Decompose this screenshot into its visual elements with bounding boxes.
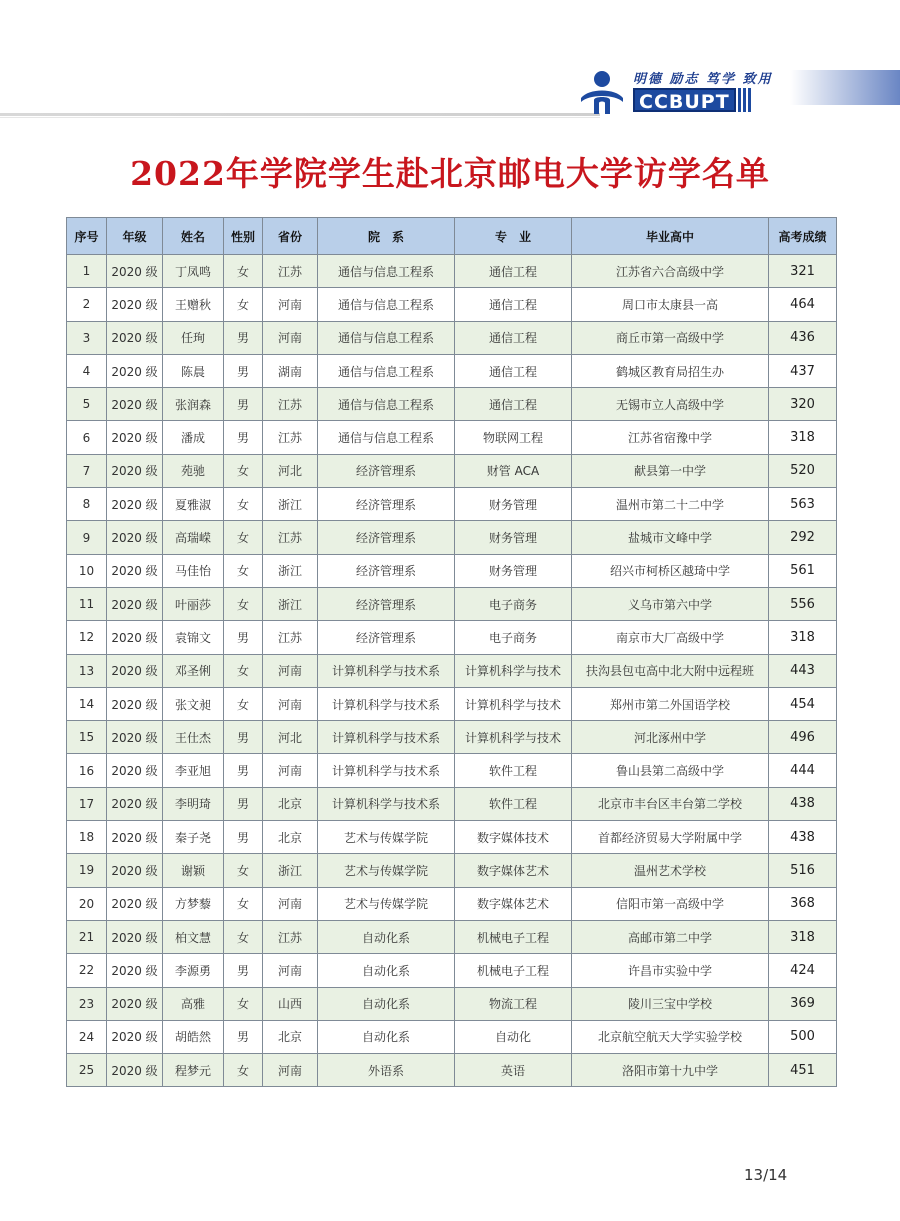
index-cell: 22 — [67, 954, 107, 987]
grade-cell: 2020 级 — [107, 687, 163, 720]
grade-cell: 2020 级 — [107, 587, 163, 620]
grade-cell: 2020 级 — [107, 388, 163, 421]
index-cell: 21 — [67, 920, 107, 953]
index-cell: 13 — [67, 654, 107, 687]
school-motto: 明德 励志 笃学 致用 — [633, 72, 773, 87]
table-row — [67, 654, 837, 687]
high-school-cell: 献县第一中学 — [572, 454, 769, 487]
score-cell: 561 — [769, 554, 837, 587]
index-cell: 23 — [67, 987, 107, 1020]
table-row — [67, 388, 837, 421]
major-cell: 财管 ACA — [455, 454, 572, 487]
gender-cell: 男 — [224, 721, 263, 754]
table-row — [67, 920, 837, 953]
province-cell: 湖南 — [263, 354, 318, 387]
column-header: 年级 — [107, 218, 163, 255]
province-cell: 河南 — [263, 954, 318, 987]
name-cell: 叶丽莎 — [163, 587, 224, 620]
province-cell: 河南 — [263, 687, 318, 720]
high-school-cell: 首都经济贸易大学附属中学 — [572, 821, 769, 854]
department-cell: 艺术与传媒学院 — [318, 821, 455, 854]
score-cell: 454 — [769, 687, 837, 720]
table-row — [67, 987, 837, 1020]
high-school-cell: 周口市太康县一高 — [572, 288, 769, 321]
department-cell: 计算机科学与技术系 — [318, 721, 455, 754]
table-row — [67, 421, 837, 454]
table-row — [67, 587, 837, 620]
table-row — [67, 1054, 837, 1087]
index-cell: 17 — [67, 787, 107, 820]
high-school-cell: 高邮市第二中学 — [572, 920, 769, 953]
major-cell: 财务管理 — [455, 521, 572, 554]
province-cell: 浙江 — [263, 854, 318, 887]
major-cell: 电子商务 — [455, 621, 572, 654]
index-cell: 9 — [67, 521, 107, 554]
gender-cell: 男 — [224, 354, 263, 387]
department-cell: 经济管理系 — [318, 521, 455, 554]
province-cell: 江苏 — [263, 920, 318, 953]
name-cell: 李亚旭 — [163, 754, 224, 787]
index-cell: 11 — [67, 587, 107, 620]
table-row — [67, 887, 837, 920]
gender-cell: 男 — [224, 787, 263, 820]
name-cell: 丁凤鸣 — [163, 255, 224, 288]
grade-cell: 2020 级 — [107, 554, 163, 587]
department-cell: 外语系 — [318, 1054, 455, 1087]
column-header: 序号 — [67, 218, 107, 255]
high-school-cell: 鲁山县第二高级中学 — [572, 754, 769, 787]
table-row — [67, 488, 837, 521]
score-cell: 438 — [769, 787, 837, 820]
province-cell: 河南 — [263, 321, 318, 354]
department-cell: 经济管理系 — [318, 621, 455, 654]
major-cell: 自动化 — [455, 1020, 572, 1053]
grade-cell: 2020 级 — [107, 621, 163, 654]
province-cell: 江苏 — [263, 621, 318, 654]
province-cell: 河南 — [263, 754, 318, 787]
department-cell: 经济管理系 — [318, 488, 455, 521]
name-cell: 王赠秋 — [163, 288, 224, 321]
province-cell: 北京 — [263, 821, 318, 854]
grade-cell: 2020 级 — [107, 488, 163, 521]
high-school-cell: 信阳市第一高级中学 — [572, 887, 769, 920]
province-cell: 河南 — [263, 288, 318, 321]
index-cell: 10 — [67, 554, 107, 587]
score-cell: 368 — [769, 887, 837, 920]
name-cell: 邓圣俐 — [163, 654, 224, 687]
table-row — [67, 787, 837, 820]
grade-cell: 2020 级 — [107, 787, 163, 820]
province-cell: 江苏 — [263, 421, 318, 454]
grade-cell: 2020 级 — [107, 454, 163, 487]
name-cell: 李明琦 — [163, 787, 224, 820]
province-cell: 浙江 — [263, 554, 318, 587]
department-cell: 艺术与传媒学院 — [318, 854, 455, 887]
major-cell: 软件工程 — [455, 754, 572, 787]
gender-cell: 女 — [224, 654, 263, 687]
major-cell: 通信工程 — [455, 354, 572, 387]
major-cell: 物流工程 — [455, 987, 572, 1020]
gender-cell: 女 — [224, 687, 263, 720]
high-school-cell: 许昌市实验中学 — [572, 954, 769, 987]
grade-cell: 2020 级 — [107, 987, 163, 1020]
name-cell: 张润森 — [163, 388, 224, 421]
major-cell: 电子商务 — [455, 587, 572, 620]
column-header: 姓名 — [163, 218, 224, 255]
table-row — [67, 954, 837, 987]
index-cell: 4 — [67, 354, 107, 387]
column-header: 性别 — [224, 218, 263, 255]
score-cell: 520 — [769, 454, 837, 487]
gender-cell: 男 — [224, 821, 263, 854]
name-cell: 袁锦文 — [163, 621, 224, 654]
gender-cell: 男 — [224, 388, 263, 421]
major-cell: 软件工程 — [455, 787, 572, 820]
major-cell: 通信工程 — [455, 321, 572, 354]
high-school-cell: 义乌市第六中学 — [572, 587, 769, 620]
department-cell: 自动化系 — [318, 920, 455, 953]
score-cell: 500 — [769, 1020, 837, 1053]
gender-cell: 男 — [224, 621, 263, 654]
score-cell: 320 — [769, 388, 837, 421]
table-row — [67, 721, 837, 754]
high-school-cell: 郑州市第二外国语学校 — [572, 687, 769, 720]
major-cell: 数字媒体艺术 — [455, 887, 572, 920]
table-row — [67, 1020, 837, 1053]
index-cell: 7 — [67, 454, 107, 487]
department-cell: 经济管理系 — [318, 454, 455, 487]
column-header: 省份 — [263, 218, 318, 255]
department-cell: 通信与信息工程系 — [318, 288, 455, 321]
high-school-cell: 北京航空航天大学实验学校 — [572, 1020, 769, 1053]
grade-cell: 2020 级 — [107, 954, 163, 987]
name-cell: 苑驰 — [163, 454, 224, 487]
high-school-cell: 鹤城区教育局招生办 — [572, 354, 769, 387]
province-cell: 河南 — [263, 654, 318, 687]
grade-cell: 2020 级 — [107, 821, 163, 854]
name-cell: 潘成 — [163, 421, 224, 454]
gender-cell: 女 — [224, 454, 263, 487]
high-school-cell: 温州市第二十二中学 — [572, 488, 769, 521]
table-row — [67, 288, 837, 321]
major-cell: 机械电子工程 — [455, 954, 572, 987]
high-school-cell: 盐城市文峰中学 — [572, 521, 769, 554]
table-row — [67, 255, 837, 288]
score-cell: 563 — [769, 488, 837, 521]
major-cell: 通信工程 — [455, 255, 572, 288]
score-cell: 318 — [769, 920, 837, 953]
name-cell: 张文昶 — [163, 687, 224, 720]
high-school-cell: 陵川三宝中学校 — [572, 987, 769, 1020]
index-cell: 20 — [67, 887, 107, 920]
grade-cell: 2020 级 — [107, 754, 163, 787]
high-school-cell: 商丘市第一高级中学 — [572, 321, 769, 354]
high-school-cell: 江苏省宿豫中学 — [572, 421, 769, 454]
gender-cell: 女 — [224, 587, 263, 620]
gender-cell: 男 — [224, 321, 263, 354]
grade-cell: 2020 级 — [107, 1020, 163, 1053]
score-cell: 451 — [769, 1054, 837, 1087]
name-cell: 任珣 — [163, 321, 224, 354]
high-school-cell: 河北涿州中学 — [572, 721, 769, 754]
ccbupt-logo — [575, 66, 790, 118]
score-cell: 496 — [769, 721, 837, 754]
grade-cell: 2020 级 — [107, 321, 163, 354]
high-school-cell: 江苏省六合高级中学 — [572, 255, 769, 288]
name-cell: 程梦元 — [163, 1054, 224, 1087]
index-cell: 6 — [67, 421, 107, 454]
index-cell: 2 — [67, 288, 107, 321]
score-cell: 436 — [769, 321, 837, 354]
department-cell: 通信与信息工程系 — [318, 421, 455, 454]
score-cell: 369 — [769, 987, 837, 1020]
major-cell: 财务管理 — [455, 488, 572, 521]
table-row — [67, 854, 837, 887]
score-cell: 321 — [769, 255, 837, 288]
table-row — [67, 754, 837, 787]
index-cell: 12 — [67, 621, 107, 654]
page-number: 13/14 — [744, 1166, 788, 1184]
score-cell: 464 — [769, 288, 837, 321]
grade-cell: 2020 级 — [107, 887, 163, 920]
header-gradient-band — [790, 70, 900, 105]
gender-cell: 女 — [224, 887, 263, 920]
index-cell: 19 — [67, 854, 107, 887]
province-cell: 浙江 — [263, 587, 318, 620]
table-row — [67, 321, 837, 354]
grade-cell: 2020 级 — [107, 421, 163, 454]
score-cell: 318 — [769, 621, 837, 654]
grade-cell: 2020 级 — [107, 654, 163, 687]
student-roster-table — [66, 217, 837, 1087]
name-cell: 王仕杰 — [163, 721, 224, 754]
index-cell: 15 — [67, 721, 107, 754]
province-cell: 北京 — [263, 1020, 318, 1053]
major-cell: 通信工程 — [455, 288, 572, 321]
province-cell: 河南 — [263, 887, 318, 920]
major-cell: 物联网工程 — [455, 421, 572, 454]
gender-cell: 男 — [224, 421, 263, 454]
gender-cell: 女 — [224, 554, 263, 587]
department-cell: 自动化系 — [318, 1020, 455, 1053]
gender-cell: 男 — [224, 1020, 263, 1053]
department-cell: 计算机科学与技术系 — [318, 654, 455, 687]
major-cell: 机械电子工程 — [455, 920, 572, 953]
brand-name: CCBUPT — [633, 88, 736, 112]
index-cell: 1 — [67, 255, 107, 288]
department-cell: 经济管理系 — [318, 587, 455, 620]
name-cell: 夏雅淑 — [163, 488, 224, 521]
table-row — [67, 687, 837, 720]
major-cell: 计算机科学与技术 — [455, 721, 572, 754]
name-cell: 方梦藜 — [163, 887, 224, 920]
score-cell: 438 — [769, 821, 837, 854]
table-row — [67, 521, 837, 554]
column-header: 院 系 — [318, 218, 455, 255]
index-cell: 5 — [67, 388, 107, 421]
province-cell: 江苏 — [263, 255, 318, 288]
score-cell: 424 — [769, 954, 837, 987]
department-cell: 通信与信息工程系 — [318, 354, 455, 387]
gender-cell: 女 — [224, 521, 263, 554]
gender-cell: 女 — [224, 288, 263, 321]
name-cell: 高瑞嵘 — [163, 521, 224, 554]
index-cell: 16 — [67, 754, 107, 787]
gender-cell: 女 — [224, 488, 263, 521]
table-row — [67, 621, 837, 654]
gender-cell: 女 — [224, 854, 263, 887]
brand-wordmark — [633, 88, 753, 112]
department-cell: 自动化系 — [318, 987, 455, 1020]
index-cell: 14 — [67, 687, 107, 720]
major-cell: 计算机科学与技术 — [455, 654, 572, 687]
name-cell: 陈晨 — [163, 354, 224, 387]
name-cell: 柏文慧 — [163, 920, 224, 953]
gender-cell: 男 — [224, 754, 263, 787]
province-cell: 浙江 — [263, 488, 318, 521]
department-cell: 计算机科学与技术系 — [318, 754, 455, 787]
major-cell: 计算机科学与技术 — [455, 687, 572, 720]
province-cell: 河北 — [263, 454, 318, 487]
grade-cell: 2020 级 — [107, 354, 163, 387]
grade-cell: 2020 级 — [107, 854, 163, 887]
table-row — [67, 554, 837, 587]
score-cell: 318 — [769, 421, 837, 454]
province-cell: 北京 — [263, 787, 318, 820]
column-header: 高考成绩 — [769, 218, 837, 255]
major-cell: 数字媒体艺术 — [455, 854, 572, 887]
table-row — [67, 454, 837, 487]
province-cell: 河南 — [263, 1054, 318, 1087]
score-cell: 444 — [769, 754, 837, 787]
high-school-cell: 北京市丰台区丰台第二学校 — [572, 787, 769, 820]
department-cell: 经济管理系 — [318, 554, 455, 587]
grade-cell: 2020 级 — [107, 521, 163, 554]
brand-bars — [738, 88, 753, 112]
high-school-cell: 洛阳市第十九中学 — [572, 1054, 769, 1087]
index-cell: 24 — [67, 1020, 107, 1053]
major-cell: 英语 — [455, 1054, 572, 1087]
name-cell: 谢颖 — [163, 854, 224, 887]
gender-cell: 女 — [224, 1054, 263, 1087]
name-cell: 秦子尧 — [163, 821, 224, 854]
name-cell: 胡皓然 — [163, 1020, 224, 1053]
high-school-cell: 温州艺术学校 — [572, 854, 769, 887]
index-cell: 18 — [67, 821, 107, 854]
table-row — [67, 354, 837, 387]
province-cell: 山西 — [263, 987, 318, 1020]
page-title: 2022年学院学生赴北京邮电大学访学名单 — [130, 154, 770, 193]
logo-emblem-icon — [577, 68, 627, 116]
score-cell: 292 — [769, 521, 837, 554]
major-cell: 数字媒体技术 — [455, 821, 572, 854]
column-header: 专 业 — [455, 218, 572, 255]
grade-cell: 2020 级 — [107, 288, 163, 321]
grade-cell: 2020 级 — [107, 920, 163, 953]
table-header-row — [67, 218, 837, 255]
high-school-cell: 南京市大厂高级中学 — [572, 621, 769, 654]
name-cell: 马佳怡 — [163, 554, 224, 587]
gender-cell: 女 — [224, 987, 263, 1020]
gender-cell: 男 — [224, 954, 263, 987]
department-cell: 自动化系 — [318, 954, 455, 987]
province-cell: 江苏 — [263, 388, 318, 421]
index-cell: 8 — [67, 488, 107, 521]
high-school-cell: 无锡市立人高级中学 — [572, 388, 769, 421]
grade-cell: 2020 级 — [107, 721, 163, 754]
header-rule-thin — [0, 117, 600, 118]
column-header: 毕业高中 — [572, 218, 769, 255]
high-school-cell: 扶沟县包屯高中北大附中远程班 — [572, 654, 769, 687]
gender-cell: 女 — [224, 255, 263, 288]
department-cell: 通信与信息工程系 — [318, 321, 455, 354]
header-rule — [0, 113, 600, 116]
index-cell: 25 — [67, 1054, 107, 1087]
score-cell: 437 — [769, 354, 837, 387]
name-cell: 高雅 — [163, 987, 224, 1020]
table-row — [67, 821, 837, 854]
major-cell: 通信工程 — [455, 388, 572, 421]
department-cell: 计算机科学与技术系 — [318, 787, 455, 820]
score-cell: 516 — [769, 854, 837, 887]
name-cell: 李源勇 — [163, 954, 224, 987]
score-cell: 443 — [769, 654, 837, 687]
grade-cell: 2020 级 — [107, 1054, 163, 1087]
province-cell: 河北 — [263, 721, 318, 754]
high-school-cell: 绍兴市柯桥区越琦中学 — [572, 554, 769, 587]
department-cell: 计算机科学与技术系 — [318, 687, 455, 720]
province-cell: 江苏 — [263, 521, 318, 554]
department-cell: 通信与信息工程系 — [318, 388, 455, 421]
gender-cell: 女 — [224, 920, 263, 953]
grade-cell: 2020 级 — [107, 255, 163, 288]
department-cell: 通信与信息工程系 — [318, 255, 455, 288]
major-cell: 财务管理 — [455, 554, 572, 587]
table-body — [67, 255, 837, 1087]
score-cell: 556 — [769, 587, 837, 620]
department-cell: 艺术与传媒学院 — [318, 887, 455, 920]
index-cell: 3 — [67, 321, 107, 354]
